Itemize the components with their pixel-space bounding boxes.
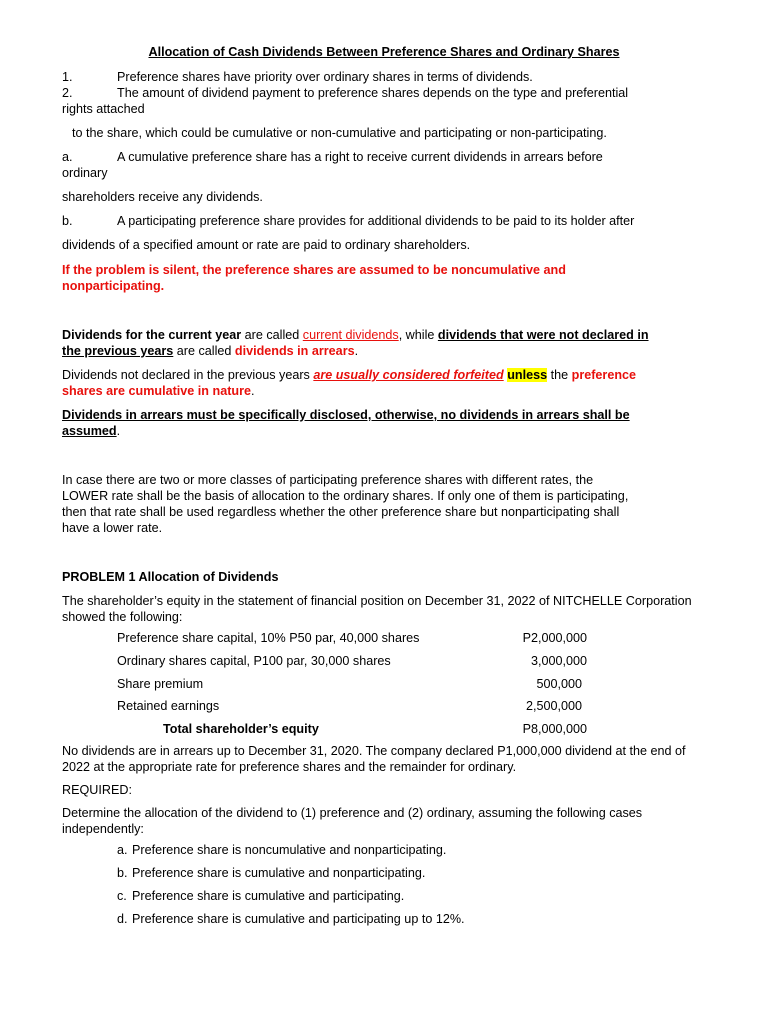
item-a-label: a. <box>62 150 73 164</box>
equity-total-label: Total shareholder’s equity <box>163 722 319 736</box>
equity-row-amount: 3,000,000 <box>530 654 587 668</box>
equity-row-amount: P2,000,000 <box>522 631 587 645</box>
disclosure-line-1: Dividends in arrears must be specifically disclosed, otherwise, no dividends in arrears shall be <box>62 408 630 422</box>
previous-years-phrase: the previous years <box>62 344 174 358</box>
current-dividends-term: current dividends <box>302 328 399 342</box>
silent-note-line-2: nonparticipating. <box>62 279 165 293</box>
item-b-continuation: dividends of a specified amount or rate are paid to ordinary shareholders. <box>62 238 471 252</box>
item-1-number: 1. <box>62 70 73 84</box>
definition-current-line-2 <box>62 343 358 359</box>
text-fragment: assumed <box>62 424 117 438</box>
item-1-text: Preference shares have priority over ordinary shares in terms of dividends. <box>117 70 533 84</box>
text-fragment: . <box>116 424 121 438</box>
current-year-phrase: Dividends for the current year <box>62 328 242 342</box>
arrears-phrase: dividends that were not declared in <box>437 328 649 342</box>
text-fragment: are called <box>173 344 235 358</box>
case-text: Preference share is cumulative and participating. <box>132 889 405 903</box>
equity-row-amount: 500,000 <box>536 677 582 691</box>
problem-heading: PROBLEM 1 Allocation of Dividends <box>62 570 279 584</box>
disclosure-line-2 <box>62 423 120 439</box>
classes-paragraph-line-2: LOWER rate shall be the basis of allocation to the ordinary shares. If only one of them is participating, <box>62 489 629 503</box>
item-a-text: A cumulative preference share has a right to receive current dividends in arrears before <box>117 150 603 164</box>
classes-paragraph-line-4: have a lower rate. <box>62 521 163 535</box>
text-fragment: . <box>354 344 359 358</box>
definition-current-line-1 <box>62 327 649 343</box>
text-fragment: Dividends not declared in the previous years <box>62 368 314 382</box>
equity-row-label: Retained earnings <box>117 699 220 713</box>
problem-note-line-2: 2022 at the appropriate rate for preference shares and the remainder for ordinary. <box>62 760 517 774</box>
text-fragment: the <box>547 368 572 382</box>
item-a-continuation: ordinary <box>62 166 108 180</box>
item-b-label: b. <box>62 214 73 228</box>
case-text: Preference share is cumulative and participating up to 12%. <box>132 912 465 926</box>
case-text: Preference share is noncumulative and nonparticipating. <box>132 843 447 857</box>
document-title: Allocation of Cash Dividends Between Preference Shares and Ordinary Shares <box>148 45 620 59</box>
forfeited-phrase: are usually considered forfeited <box>313 368 504 382</box>
equity-total-amount: P8,000,000 <box>522 722 587 736</box>
problem-note-line-1: No dividends are in arrears up to December 31, 2020. The company declared P1,000,000 dividend at the end of <box>62 744 686 758</box>
forfeited-line-2 <box>62 383 255 399</box>
case-label: b. <box>117 866 128 880</box>
dividends-in-arrears-term: dividends in arrears <box>234 344 355 358</box>
required-label: REQUIRED: <box>62 783 132 797</box>
item-b-text: A participating preference share provides for additional dividends to be paid to its holder after <box>117 214 635 228</box>
item-2-continuation-2: to the share, which could be cumulative or non-cumulative and participating or non-participating. <box>72 126 607 140</box>
case-label: d. <box>117 912 128 926</box>
classes-paragraph-line-3: then that rate shall be used regardless whether the other preference share but nonparticipating shall <box>62 505 620 519</box>
problem-intro-line-2: showed the following: <box>62 610 183 624</box>
equity-row-label: Share premium <box>117 677 204 691</box>
item-2-text: The amount of dividend payment to preference shares depends on the type and preferential <box>117 86 629 100</box>
item-2-number: 2. <box>62 86 73 100</box>
item-2-continuation: rights attached <box>62 102 145 116</box>
equity-row-label: Preference share capital, 10% P50 par, 40,000 shares <box>117 631 420 645</box>
text-fragment: are called <box>241 328 303 342</box>
silent-note-line-1: If the problem is silent, the preference shares are assumed to be noncumulative and <box>62 263 566 277</box>
forfeited-line-1 <box>62 367 636 383</box>
case-label: a. <box>117 843 128 857</box>
determine-line-2: independently: <box>62 822 144 836</box>
text-fragment: . <box>251 384 255 398</box>
problem-intro-line-1: The shareholder’s equity in the statement of financial position on December 31, 2022 of NITCHELLE Corporation <box>62 594 692 608</box>
text-fragment: , while <box>398 328 438 342</box>
case-text: Preference share is cumulative and nonparticipating. <box>132 866 426 880</box>
cumulative-nature-phrase: shares are cumulative in nature <box>62 384 251 398</box>
item-a-continuation-2: shareholders receive any dividends. <box>62 190 263 204</box>
determine-line-1: Determine the allocation of the dividend to (1) preference and (2) ordinary, assuming the following cases <box>62 806 643 820</box>
equity-row-label: Ordinary shares capital, P100 par, 30,000 shares <box>117 654 391 668</box>
case-label: c. <box>117 889 127 903</box>
classes-paragraph-line-1: In case there are two or more classes of participating preference shares with different rates, the <box>62 473 594 487</box>
unless-highlight: unless <box>507 368 548 382</box>
equity-row-amount: 2,500,000 <box>525 699 582 713</box>
preference-term: preference <box>571 368 637 382</box>
